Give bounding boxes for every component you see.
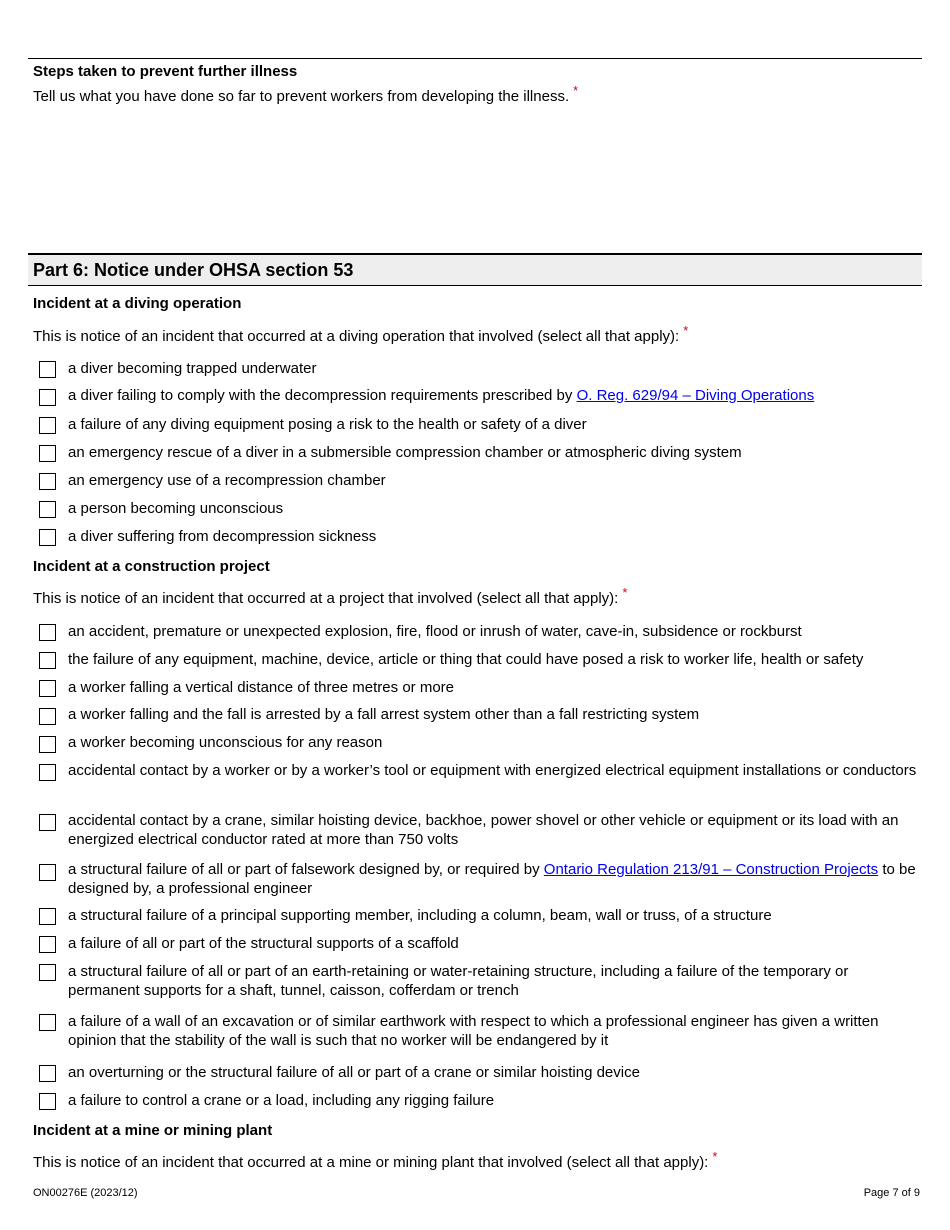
- construction-checkbox-principal-member[interactable]: [39, 908, 56, 925]
- diving-checkbox-emergency-rescue[interactable]: [39, 445, 56, 462]
- construction-prompt-row: [33, 585, 628, 607]
- construction-option-falsework-text: a structural failure of all or part of falsework designed by, or required by: [68, 861, 540, 878]
- required-marker: *: [622, 585, 628, 600]
- construction-option-accident: an accident, premature or unexpected explosion, fire, flood or inrush of water, cave-in, subsidence or rockburst: [68, 623, 802, 640]
- diving-checkbox-decompression-sickness[interactable]: [39, 529, 56, 546]
- required-marker: *: [712, 1149, 718, 1164]
- mining-prompt-row: [33, 1149, 718, 1171]
- form-id: ON00276E (2023/12): [33, 1187, 138, 1199]
- construction-checkbox-falsework[interactable]: [39, 864, 56, 881]
- steps-prompt: Tell us what you have done so far to prevent workers from developing the illness.: [33, 88, 570, 105]
- diving-option-emergency-rescue: an emergency rescue of a diver in a submersible compression chamber or atmospheric diving system: [68, 444, 742, 461]
- construction-option-crane-overturning: an overturning or the structural failure of all or part of a crane or similar hoisting device: [68, 1064, 640, 1081]
- construction-checkbox-crane-control[interactable]: [39, 1093, 56, 1110]
- construction-checkbox-crane-overturning[interactable]: [39, 1065, 56, 1082]
- construction-option-electrical-contact-crane: accidental contact by a crane, similar hoisting device, backhoe, power shovel or other vehicle or equipment or its load with an energized electrical conductor rated at more than 750 volts: [68, 812, 899, 848]
- required-marker: *: [683, 323, 689, 338]
- construction-checkbox-electrical-contact-crane[interactable]: [39, 814, 56, 831]
- construction-option-unconscious: a worker becoming unconscious for any reason: [68, 734, 383, 751]
- page-number: Page 7 of 9: [863, 1187, 920, 1199]
- part6-header: [28, 253, 922, 286]
- construction-checkbox-unconscious[interactable]: [39, 736, 56, 753]
- steps-text-area[interactable]: [33, 112, 918, 242]
- construction-option-fall-arrested: a worker falling and the fall is arrested by a fall arrest system other than a fall restricting system: [68, 706, 700, 723]
- required-marker: *: [573, 83, 579, 98]
- diving-option-equipment-failure: a failure of any diving equipment posing a risk to the health or safety of a diver: [68, 416, 587, 433]
- construction-checkbox-fall-three-metres[interactable]: [39, 680, 56, 697]
- mining-prompt: This is notice of an incident that occurred at a mine or mining plant that involved (select all that apply):: [33, 1154, 709, 1171]
- construction-checkbox-fall-arrested[interactable]: [39, 708, 56, 725]
- construction-option-retaining-structure: a structural failure of all or part of an earth-retaining or water-retaining structure, including a failure of the temporary or permanent supports for a shaft, tunnel, caisson, cofferdam or trench: [68, 963, 849, 999]
- construction-prompt: This is notice of an incident that occurred at a project that involved (select all that apply):: [33, 590, 619, 607]
- diving-option-decompression-text: a diver failing to comply with the decompression requirements prescribed by: [68, 387, 573, 404]
- construction-checkbox-accident[interactable]: [39, 624, 56, 641]
- construction-option-falsework: [68, 860, 918, 898]
- construction-option-equipment-failure: the failure of any equipment, machine, device, article or thing that could have posed a risk to worker life, health or safety: [68, 651, 864, 668]
- mining-heading: Incident at a mine or mining plant: [33, 1122, 273, 1139]
- diving-option-trapped: a diver becoming trapped underwater: [68, 360, 317, 377]
- construction-checkbox-scaffold[interactable]: [39, 936, 56, 953]
- construction-checkbox-retaining-structure[interactable]: [39, 964, 56, 981]
- construction-checkbox-electrical-contact-worker[interactable]: [39, 764, 56, 781]
- diving-checkbox-trapped[interactable]: [39, 361, 56, 378]
- diving-option-decompression-requirements: [68, 386, 918, 405]
- diving-option-decompression-sickness: a diver suffering from decompression sickness: [68, 528, 377, 545]
- construction-option-principal-member: a structural failure of a principal supporting member, including a column, beam, wall or truss, of a structure: [68, 907, 772, 924]
- construction-heading: Incident at a construction project: [33, 558, 270, 575]
- diving-checkbox-unconscious[interactable]: [39, 501, 56, 518]
- construction-option-crane-control: a failure to control a crane or a load, including any rigging failure: [68, 1092, 495, 1109]
- diving-checkbox-equipment-failure[interactable]: [39, 417, 56, 434]
- construction-option-falsework-suffix: to be designed by, a professional engineer: [68, 861, 916, 897]
- steps-heading: Steps taken to prevent further illness: [33, 63, 298, 80]
- part6-title: Part 6: Notice under OHSA section 53: [33, 260, 354, 280]
- diving-checkbox-decompression-requirements[interactable]: [39, 389, 56, 406]
- diving-checkbox-recompression-chamber[interactable]: [39, 473, 56, 490]
- diving-option-recompression-chamber: an emergency use of a recompression chamber: [68, 472, 386, 489]
- diving-option-unconscious: a person becoming unconscious: [68, 500, 284, 517]
- diving-prompt-row: [33, 323, 689, 345]
- top-divider: [28, 58, 922, 59]
- construction-option-fall-three-metres: a worker falling a vertical distance of three metres or more: [68, 679, 454, 696]
- construction-option-excavation-wall: a failure of a wall of an excavation or of similar earthwork with respect to which a professional engineer has given a written opinion that the stability of the wall is such that no worker will be endangered by it: [68, 1013, 879, 1049]
- diving-prompt: This is notice of an incident that occurred at a diving operation that involved (select all that apply):: [33, 328, 680, 345]
- construction-checkbox-equipment-failure[interactable]: [39, 652, 56, 669]
- construction-option-electrical-contact-worker: accidental contact by a worker or by a worker’s tool or equipment with energized electrical equipment installations or conductors: [68, 762, 917, 779]
- construction-option-scaffold: a failure of all or part of the structural supports of a scaffold: [68, 935, 459, 952]
- diving-heading: Incident at a diving operation: [33, 295, 242, 312]
- construction-checkbox-excavation-wall[interactable]: [39, 1014, 56, 1031]
- diving-regulation-link[interactable]: O. Reg. 629/94 – Diving Operations: [576, 387, 815, 404]
- construction-regulation-link[interactable]: Ontario Regulation 213/91 – Construction Projects: [543, 861, 879, 878]
- steps-prompt-row: [33, 83, 579, 105]
